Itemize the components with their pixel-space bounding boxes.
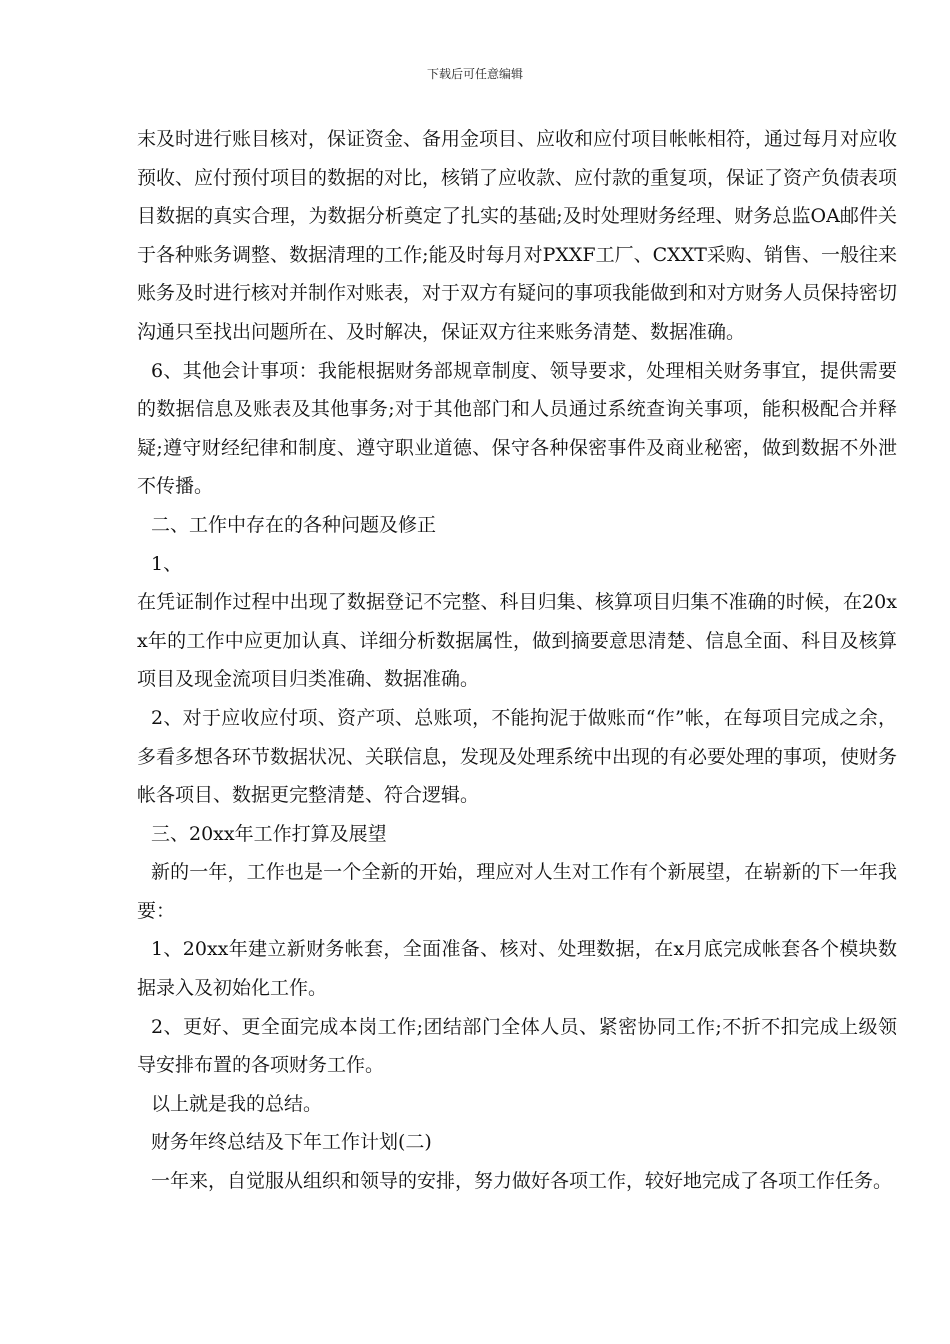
paragraph-intro-part-two: 一年来，自觉服从组织和领导的安排，努力做好各项工作，较好地完成了各项工作任务。 xyxy=(151,1170,893,1193)
section-heading-plans: 三、20xx年工作打算及展望 xyxy=(151,822,387,845)
section-heading-problems: 二、工作中存在的各种问题及修正 xyxy=(151,513,437,536)
page-header: 下载后可任意编辑 xyxy=(426,67,523,81)
paragraph-voucher-issues: 在凭证制作过程中出现了数据登记不完整、科目归集、核算项目归集不准确的时候，在20xx年的工作中应更加认真、详细分析数据属性，做到摘要意思清楚、信息全面、科目及核算项目及现金流项目归类准确、数据准确。 xyxy=(137,591,897,691)
paragraph-new-year: 新的一年，工作也是一个全新的开始，理应对人生对工作有个新展望，在崭新的下一年我要： xyxy=(137,861,897,922)
paragraph-receivables: 2、对于应收应付项、资产项、总账项，不能拘泥于做账而“作”帐，在每项目完成之余，多看多想各环节数据状况、关联信息，发现及处理系统中出现的有必要处理的事项，使财务帐各项目、数据更完整清楚、符合逻辑。 xyxy=(137,706,898,807)
paragraph-other-accounting: 6、其他会计事项：我能根据财务部规章制度、领导要求，处理相关财务事宜，提供需要的数据信息及账表及其他事务;对于其他部门和人员通过系统查询关事项，能积极配合并释疑;遵守财经纪律和制度、遵守职业道德、保守各种保密事件及商业秘密，做到数据不外泄不传播。 xyxy=(137,359,897,498)
document-body xyxy=(137,120,897,1201)
paragraph-account-reconciliation: 末及时进行账目核对，保证资金、备用金项目、应收和应付项目帐帐相符，通过每月对应收预收、应付预付项目的数据的对比，核销了应收款、应付款的重复项，保证了资产负债表项目数据的真实合理，为数据分析奠定了扎实的基础;及时处理财务经理、财务总监OA邮件关于各种账务调整、数据清理的工作;能及时每月对PXXF工厂、CXXT采购、销售、一般往来账务及时进行核对并制作对账表，对于双方有疑问的事项我能做到和对方财务人员保持密切沟通只至找出问题所在、及时解决，保证双方往来账务清楚、数据准确。 xyxy=(137,128,898,343)
paragraph-summary-end: 以上就是我的总结。 xyxy=(151,1092,323,1115)
paragraph-plan-1: 1、20xx年建立新财务帐套，全面准备、核对、处理数据，在x月底完成帐套各个模块数据录入及初始化工作。 xyxy=(137,938,897,1000)
section-heading-part-two: 财务年终总结及下年工作计划(二) xyxy=(151,1131,432,1154)
paragraph-plan-2: 2、更好、更全面完成本岗工作;团结部门全体人员、紧密协同工作;不折不扣完成上级领导安排布置的各项财务工作。 xyxy=(137,1015,897,1077)
list-number-1: 1、 xyxy=(151,552,183,575)
